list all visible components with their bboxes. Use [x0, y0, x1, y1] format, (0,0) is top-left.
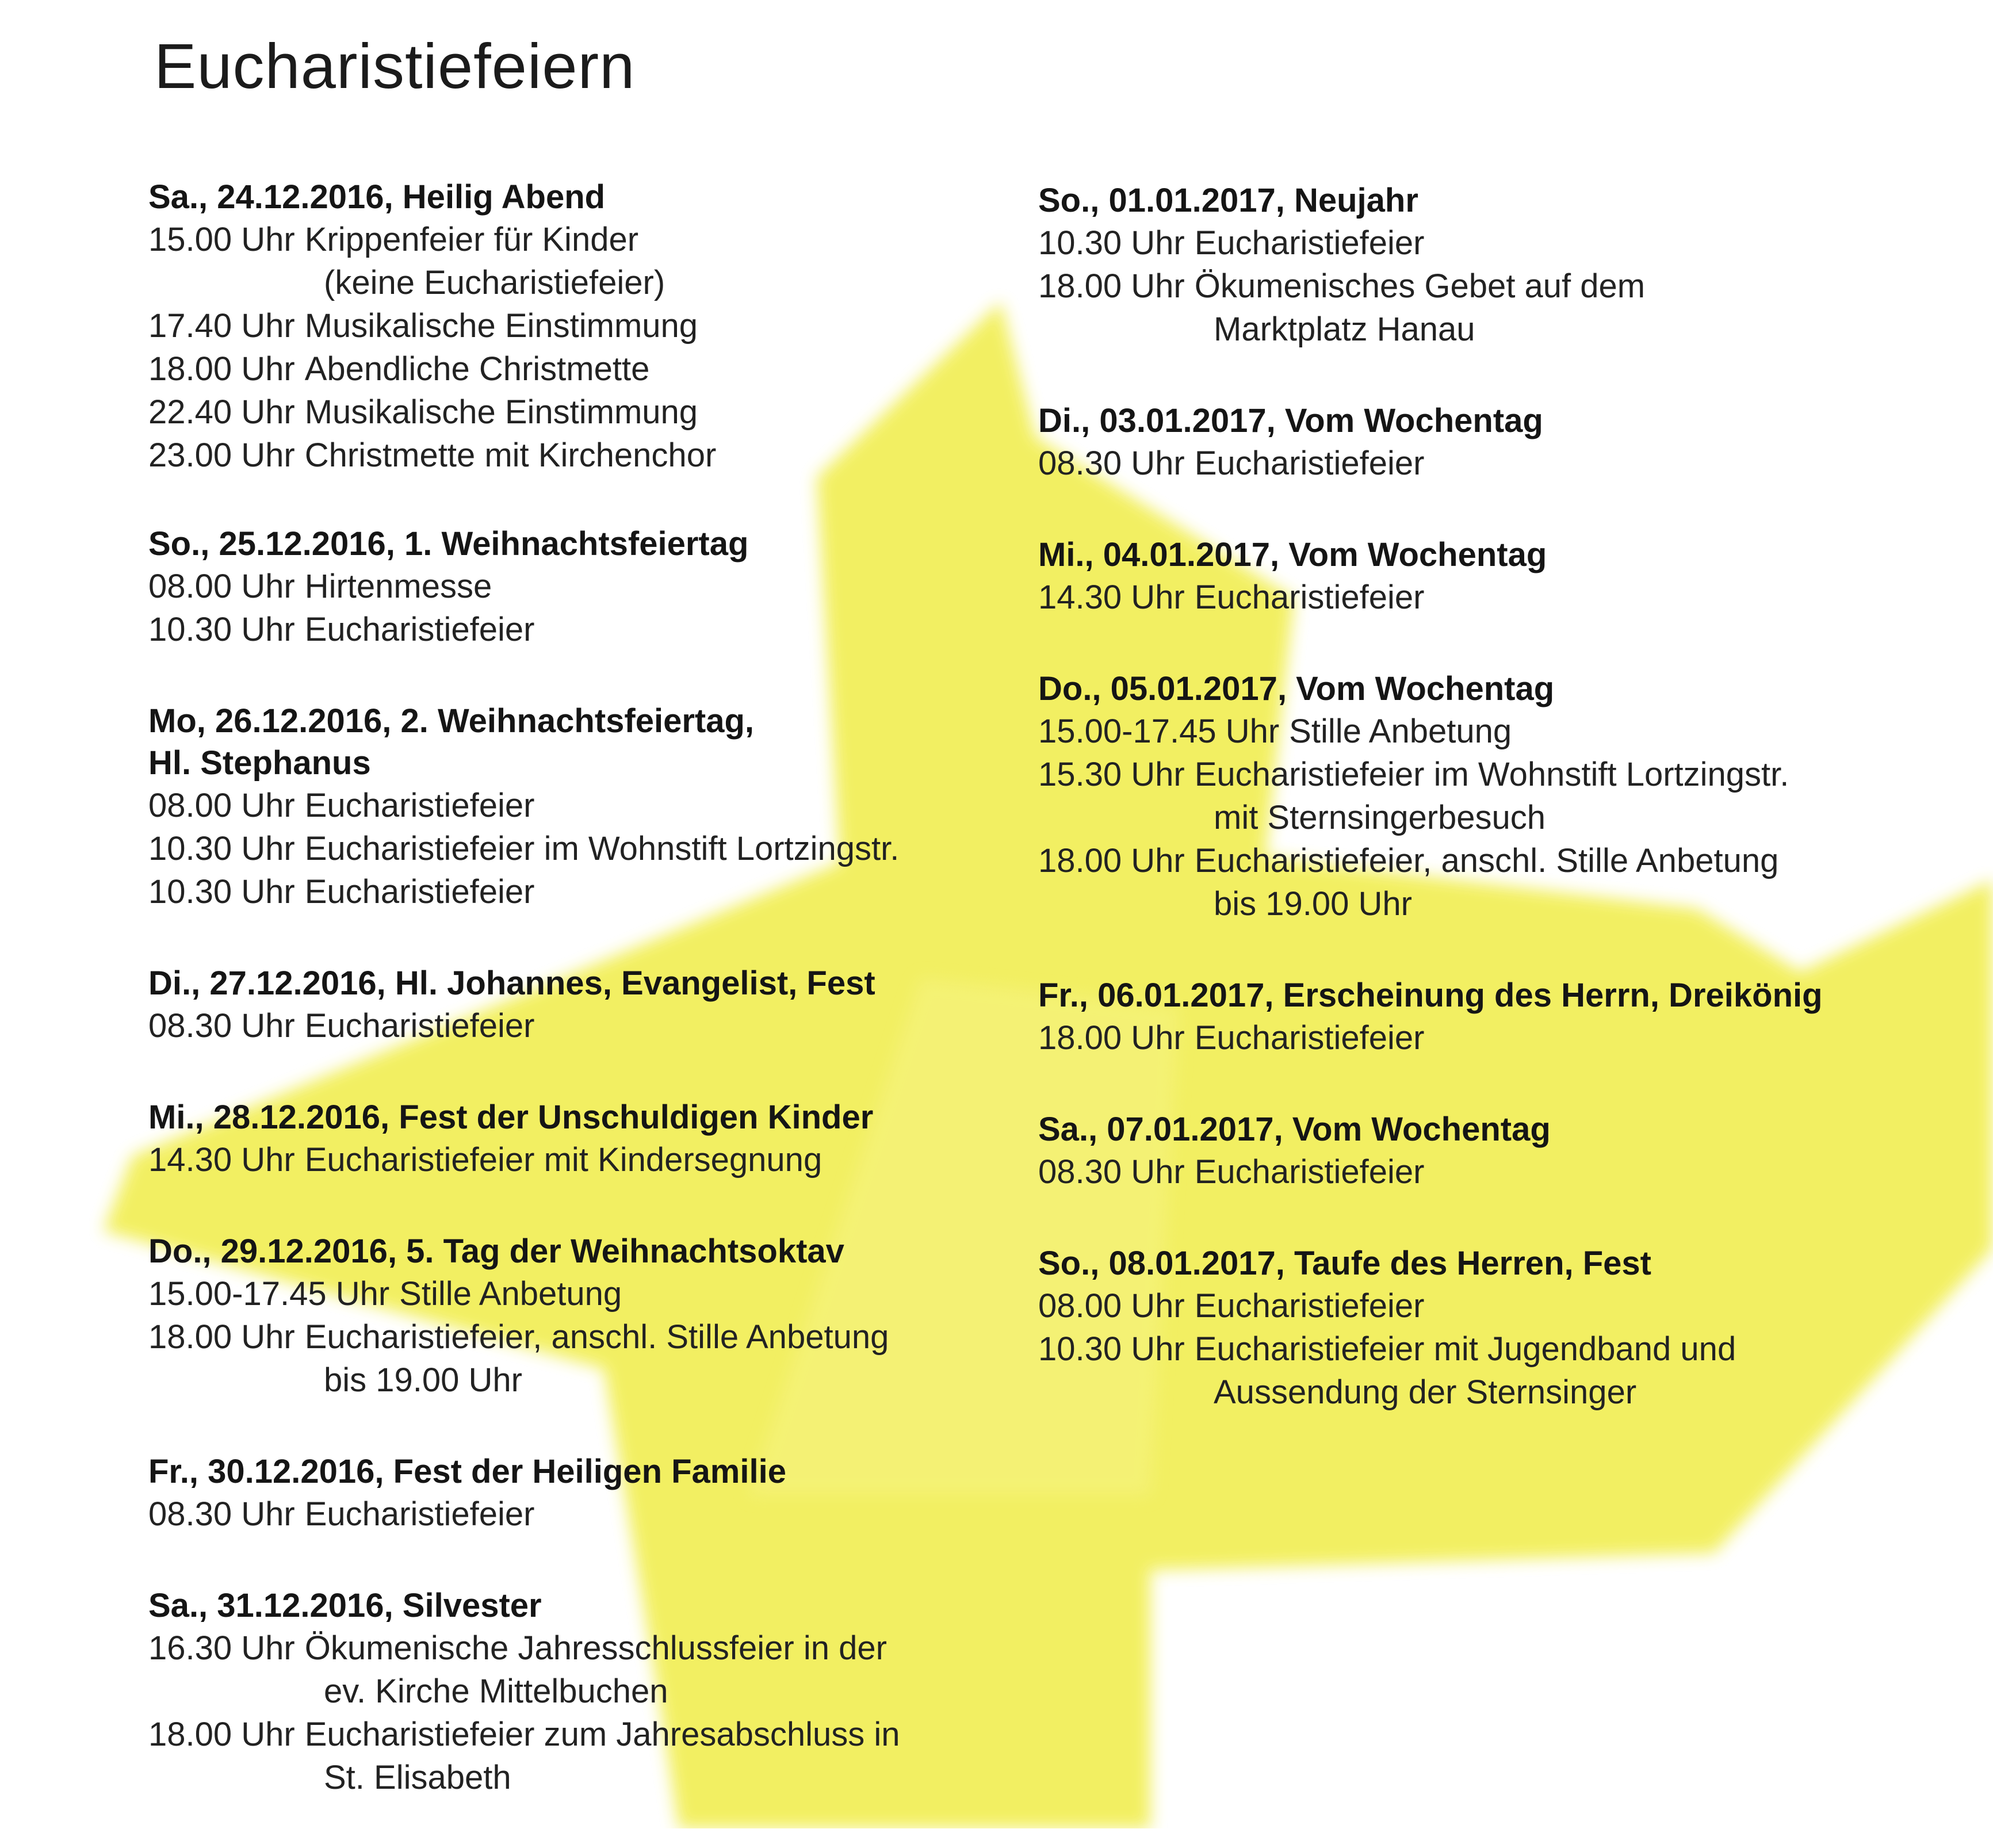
day-header: So., 08.01.2017, Taufe des Herren, Fest: [1038, 1245, 1651, 1282]
schedule-entry: [1038, 308, 1976, 351]
entry-text: Christmette mit Kirchenchor: [304, 437, 717, 474]
entry-text-continued: bis 19.00 Uhr: [1214, 885, 1412, 923]
entry-time: 15.30 Uhr: [1038, 756, 1185, 793]
entry-time: 15.00 Uhr: [148, 221, 295, 258]
entry-text: Eucharistiefeier: [304, 1495, 535, 1533]
schedule-entry: [148, 347, 1011, 391]
entry-text-continued: Aussendung der Sternsinger: [1214, 1373, 1637, 1411]
day-header: So., 01.01.2017, Neujahr: [1038, 182, 1418, 219]
day-block: [148, 176, 1011, 477]
schedule-entry: [148, 1493, 1011, 1536]
schedule-entry: [148, 1756, 1011, 1799]
schedule-entry: [1038, 882, 1976, 925]
entry-text: Krippenfeier für Kinder: [304, 221, 639, 258]
schedule-entry: [1038, 442, 1976, 485]
schedule-entry: [148, 1315, 1011, 1359]
entry-text: Eucharistiefeier im Wohnstift Lortzingstr.: [1194, 756, 1789, 793]
entry-text: Abendliche Christmette: [304, 350, 650, 388]
entry-time: 10.30 Uhr: [148, 873, 295, 910]
schedule-entry: [148, 1138, 1011, 1181]
schedule-entry: [148, 565, 1011, 608]
day-block: [148, 523, 1011, 651]
day-header: Do., 29.12.2016, 5. Tag der Weihnachtsoktav: [148, 1233, 844, 1270]
entry-text-continued: mit Sternsingerbesuch: [1214, 799, 1546, 836]
schedule-entry: [148, 1627, 1011, 1670]
entry-text-continued: (keine Eucharistiefeier): [324, 264, 665, 301]
entry-time: 10.30 Uhr: [148, 611, 295, 648]
day-header: Sa., 24.12.2016, Heilig Abend: [148, 178, 606, 216]
day-block: [1038, 534, 1976, 619]
schedule-entry: [1038, 796, 1976, 839]
schedule-entry: [148, 784, 1011, 827]
entry-time: 22.40 Uhr: [148, 393, 295, 431]
entry-time: 08.00 Uhr: [148, 568, 295, 605]
entry-time: 18.00 Uhr: [1038, 842, 1185, 879]
entry-time: 10.30 Uhr: [1038, 1330, 1185, 1368]
day-block: [148, 1585, 1011, 1799]
entry-time: 08.30 Uhr: [148, 1495, 295, 1533]
schedule-entry: [148, 391, 1011, 434]
entry-text: Eucharistiefeier: [304, 787, 535, 824]
day-block: [148, 962, 1011, 1047]
entry-text: Eucharistiefeier: [304, 1007, 535, 1044]
entry-time: 08.30 Uhr: [148, 1007, 295, 1044]
entry-text: Eucharistiefeier: [1194, 579, 1425, 616]
schedule-entry: [1038, 710, 1976, 753]
day-block: [1038, 400, 1976, 485]
day-header: Di., 03.01.2017, Vom Wochentag: [1038, 402, 1543, 439]
entry-time: 08.00 Uhr: [148, 787, 295, 824]
entry-text-continued: Marktplatz Hanau: [1214, 311, 1475, 348]
day-header: Do., 05.01.2017, Vom Wochentag: [1038, 670, 1555, 707]
schedule-entry: [148, 1004, 1011, 1047]
entry-text: Eucharistiefeier: [1194, 445, 1425, 482]
schedule-entry: [148, 827, 1011, 870]
entry-time: 18.00 Uhr: [1038, 1019, 1185, 1057]
entry-text-continued: ev. Kirche Mittelbuchen: [324, 1673, 668, 1710]
schedule-entry: [148, 434, 1011, 477]
day-block: [148, 1451, 1011, 1536]
day-header: Fr., 06.01.2017, Erscheinung des Herrn, Dreikönig: [1038, 977, 1823, 1014]
entry-text: Eucharistiefeier, anschl. Stille Anbetung: [304, 1318, 889, 1356]
entry-text: Musikalische Einstimmung: [304, 307, 698, 345]
entry-text: Musikalische Einstimmung: [304, 393, 698, 431]
entry-time: 18.00 Uhr: [1038, 267, 1185, 305]
entry-time: 08.30 Uhr: [1038, 1153, 1185, 1191]
day-header: So., 25.12.2016, 1. Weihnachtsfeiertag: [148, 525, 749, 563]
entry-time: 15.00-17.45 Uhr: [148, 1275, 390, 1313]
page-title: Eucharistiefeiern: [154, 31, 636, 102]
day-header: Mi., 04.01.2017, Vom Wochentag: [1038, 536, 1547, 573]
day-block: [148, 1096, 1011, 1181]
schedule-entry: [1038, 1371, 1976, 1414]
schedule-entry: [1038, 753, 1976, 796]
entry-text: Eucharistiefeier: [1194, 1019, 1425, 1057]
schedule-entry: [1038, 1016, 1976, 1059]
entry-text: Eucharistiefeier: [304, 611, 535, 648]
day-header: Sa., 07.01.2017, Vom Wochentag: [1038, 1111, 1551, 1148]
day-block: [1038, 1242, 1976, 1414]
schedule-entry: [148, 304, 1011, 347]
entry-time: 16.30 Uhr: [148, 1629, 295, 1667]
schedule-entry: [1038, 1327, 1976, 1371]
schedule-entry: [1038, 1150, 1976, 1193]
schedule-entry: [1038, 265, 1976, 308]
entry-time: 08.00 Uhr: [1038, 1287, 1185, 1325]
schedule-entry: [148, 870, 1011, 913]
entry-text: Stille Anbetung: [1289, 713, 1512, 750]
day-block: [1038, 974, 1976, 1059]
entry-text-continued: St. Elisabeth: [324, 1759, 511, 1796]
entry-text: Eucharistiefeier mit Jugendband und: [1194, 1330, 1736, 1368]
entry-text: Ökumenisches Gebet auf dem: [1194, 267, 1646, 305]
schedule-entry: [148, 218, 1011, 261]
entry-time: 18.00 Uhr: [148, 1318, 295, 1356]
entry-text: Eucharistiefeier im Wohnstift Lortzingstr.: [304, 830, 900, 867]
schedule-right-column: [1038, 179, 1976, 1463]
schedule-entry: [148, 261, 1011, 304]
schedule-left-column: [148, 176, 1011, 1848]
entry-text: Eucharistiefeier: [1194, 1287, 1425, 1325]
entry-time: 08.30 Uhr: [1038, 445, 1185, 482]
day-header: Mi., 28.12.2016, Fest der Unschuldigen Kinder: [148, 1099, 874, 1136]
schedule-entry: [1038, 839, 1976, 882]
schedule-entry: [1038, 1284, 1976, 1327]
entry-text: Eucharistiefeier: [304, 873, 535, 910]
schedule-entry: [1038, 221, 1976, 265]
entry-text: Eucharistiefeier mit Kindersegnung: [304, 1141, 823, 1179]
schedule-entry: [148, 608, 1011, 651]
day-block: [1038, 668, 1976, 925]
schedule-entry: [1038, 576, 1976, 619]
entry-text: Eucharistiefeier, anschl. Stille Anbetung: [1194, 842, 1779, 879]
day-block: [1038, 179, 1976, 351]
entry-text-continued: bis 19.00 Uhr: [324, 1361, 522, 1399]
day-header: Fr., 30.12.2016, Fest der Heiligen Familie: [148, 1453, 786, 1490]
entry-time: 15.00-17.45 Uhr: [1038, 713, 1280, 750]
entry-text: Eucharistiefeier: [1194, 224, 1425, 262]
entry-text: Eucharistiefeier: [1194, 1153, 1425, 1191]
entry-text: Stille Anbetung: [399, 1275, 622, 1313]
entry-time: 18.00 Uhr: [148, 1716, 295, 1753]
schedule-entry: [148, 1713, 1011, 1756]
day-header: Sa., 31.12.2016, Silvester: [148, 1587, 542, 1624]
day-header: Hl. Stephanus: [148, 744, 371, 782]
schedule-entry: [148, 1670, 1011, 1713]
entry-time: 18.00 Uhr: [148, 350, 295, 388]
schedule-entry: [148, 1272, 1011, 1315]
day-block: [148, 700, 1011, 913]
entry-time: 14.30 Uhr: [148, 1141, 295, 1179]
entry-time: 23.00 Uhr: [148, 437, 295, 474]
entry-time: 10.30 Uhr: [148, 830, 295, 867]
day-header: Mo, 26.12.2016, 2. Weihnachtsfeiertag,: [148, 702, 755, 740]
day-block: [148, 1230, 1011, 1402]
entry-text: Ökumenische Jahresschlussfeier in der: [304, 1629, 887, 1667]
day-header: Di., 27.12.2016, Hl. Johannes, Evangelist, Fest: [148, 965, 875, 1002]
schedule-entry: [148, 1359, 1011, 1402]
entry-text: Hirtenmesse: [304, 568, 492, 605]
entry-time: 17.40 Uhr: [148, 307, 295, 345]
entry-time: 14.30 Uhr: [1038, 579, 1185, 616]
entry-time: 10.30 Uhr: [1038, 224, 1185, 262]
entry-text: Eucharistiefeier zum Jahresabschluss in: [304, 1716, 900, 1753]
day-block: [1038, 1108, 1976, 1193]
